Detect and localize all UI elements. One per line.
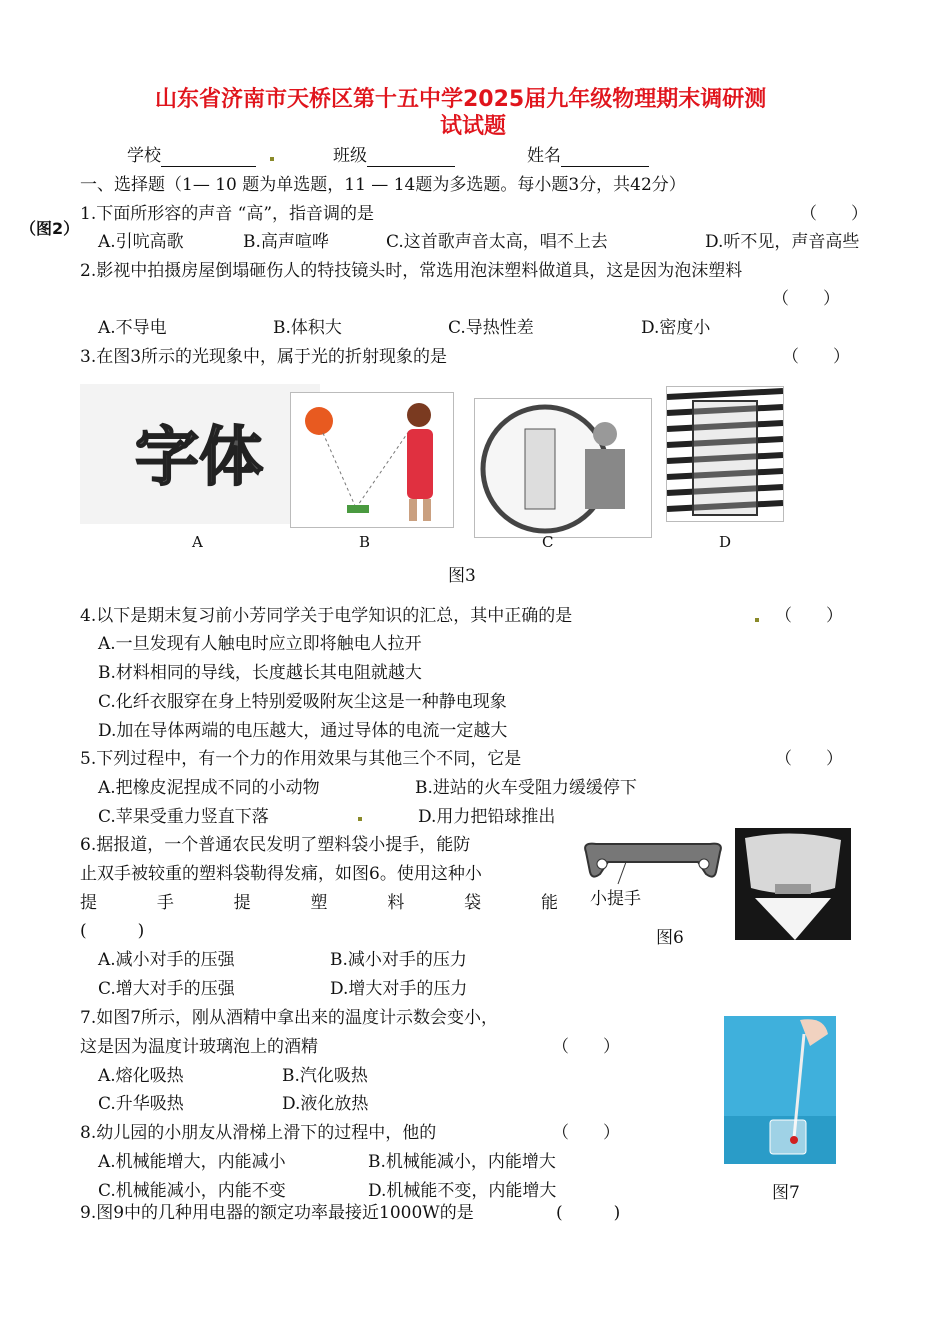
q2-option-d: D.密度小: [641, 318, 711, 338]
answer-paren: ( ): [556, 1203, 621, 1223]
q2-stem: 2.影视中拍摄房屋倒塌砸伤人的特技镜头时，常选用泡沫塑料做道具，这是因为泡沫塑料: [80, 261, 743, 281]
answer-paren: （ ）: [552, 1037, 620, 1057]
figure-3-label-d: D: [719, 533, 732, 551]
figure-6-caption: 图6: [656, 928, 684, 948]
answer-paren: （ ）: [775, 749, 843, 769]
figure-3-caption: 图3: [448, 566, 476, 586]
q4-option-a: A.一旦发现有人触电时应立即将触电人拉开: [98, 634, 422, 654]
figure-3d-image: [666, 386, 784, 522]
figure-7-thermometer-image: [724, 1016, 836, 1164]
q7-option-d: D.液化放热: [282, 1094, 369, 1114]
q7-option-b: B.汽化吸热: [282, 1066, 368, 1086]
q7-stem-line1: 7.如图7所示，刚从酒精中拿出来的温度计示数会变小，: [80, 1008, 499, 1028]
q3-stem: 3.在图3所示的光现象中，属于光的折射现象的是: [80, 347, 448, 367]
q1-option-a: A.引吭高歌: [98, 232, 184, 252]
q7-option-a: A.熔化吸热: [98, 1066, 184, 1086]
answer-paren: ( ): [80, 921, 145, 941]
q2-option-b: B.体积大: [273, 318, 342, 338]
q8-option-b: B.机械能减小，内能增大: [368, 1152, 556, 1172]
q1-option-d: D.听不见，声音高些: [705, 232, 860, 252]
figure-3b-image: [290, 392, 454, 528]
school-label: 学校: [127, 146, 161, 166]
q1-option-b: B.高声喧哗: [243, 232, 329, 252]
q6-option-d: D.增大对手的压力: [330, 979, 468, 999]
figure-3a-image: [80, 384, 320, 524]
figure-3-label-c: C: [542, 533, 554, 551]
stray-mark: [358, 817, 362, 821]
figure-3-label-a: A: [192, 533, 203, 551]
q8-option-c: C.机械能减小，内能不变: [98, 1181, 286, 1201]
figure-3c-image: [474, 398, 652, 538]
q5-stem: 5.下列过程中，有一个力的作用效果与其他三个不同，它是: [80, 749, 522, 769]
q6-option-b: B.减小对手的压力: [330, 950, 467, 970]
answer-paren: （ ）: [800, 204, 868, 224]
answer-paren: （ ）: [552, 1123, 620, 1143]
q6-stem-line3: 提 手 提 塑 料 袋 能: [80, 893, 558, 913]
class-label: 班级: [333, 146, 367, 166]
q4-option-d: D.加在导体两端的电压越大，通过导体的电流一定越大: [98, 721, 508, 741]
q6-option-c: C.增大对手的压强: [98, 979, 235, 999]
section-heading: 一、选择题（1— 10 题为单选题，11 — 14题为多选题。每小题3分，共42分）: [80, 175, 686, 195]
q4-stem: 4.以下是期末复习前小芳同学关于电学知识的汇总，其中正确的是: [80, 606, 573, 626]
answer-paren: （ ）: [782, 347, 850, 367]
name-label: 姓名: [527, 146, 561, 166]
q5-option-d: D.用力把铅球推出: [418, 807, 556, 827]
q2-option-a: A.不导电: [98, 318, 167, 338]
q8-option-a: A.机械能增大，内能减小: [98, 1152, 286, 1172]
class-field[interactable]: [367, 150, 455, 167]
q7-stem-line2: 这是因为温度计玻璃泡上的酒精: [80, 1037, 318, 1057]
svg-text:字体: 字体: [135, 421, 263, 495]
q1-stem: 1.下面所形容的声音 “高”，指音调的是: [80, 204, 375, 224]
side-label: （图2）: [20, 219, 80, 238]
q6-stem-line1: 6.据报道，一个普通农民发明了塑料袋小提手，能防: [80, 835, 471, 855]
q8-option-d: D.机械能不变，内能增大: [368, 1181, 557, 1201]
page-title-cont: 试试题: [440, 114, 507, 139]
school-field[interactable]: [161, 150, 256, 167]
name-field[interactable]: [561, 150, 649, 167]
q9-stem: 9.图9中的几种用电器的额定功率最接近1000W的是: [80, 1203, 474, 1223]
q4-option-c: C.化纤衣服穿在身上特别爱吸附灰尘这是一种静电现象: [98, 692, 507, 712]
stray-mark: [270, 157, 274, 161]
stray-mark: [755, 618, 759, 622]
q8-stem: 8.幼儿园的小朋友从滑梯上滑下的过程中，他的: [80, 1123, 437, 1143]
q4-option-b: B.材料相同的导线，长度越长其电阻就越大: [98, 663, 422, 683]
figure-6-hand-image: [735, 828, 851, 940]
answer-paren: （ ）: [772, 289, 840, 309]
figure-6-handle-image: [578, 838, 728, 888]
q5-option-b: B.进站的火车受阻力缓缓停下: [415, 778, 637, 798]
figure-3-label-b: B: [359, 533, 371, 551]
handle-label: 小提手: [590, 889, 641, 909]
figure-7-caption: 图7: [772, 1183, 800, 1203]
q1-option-c: C.这首歌声音太高，唱不上去: [386, 232, 608, 252]
q6-option-a: A.减小对手的压强: [98, 950, 235, 970]
answer-paren: （ ）: [775, 606, 843, 626]
page-title: 山东省济南市天桥区第十五中学2025届九年级物理期末调研测: [155, 87, 767, 112]
q6-stem-line2: 止双手被较重的塑料袋勒得发痛，如图6。使用这种小: [80, 864, 482, 884]
q7-option-c: C.升华吸热: [98, 1094, 184, 1114]
info-line: [127, 145, 256, 167]
q5-option-c: C.苹果受重力竖直下落: [98, 807, 269, 827]
q5-option-a: A.把橡皮泥捏成不同的小动物: [98, 778, 320, 798]
q2-option-c: C.导热性差: [448, 318, 534, 338]
